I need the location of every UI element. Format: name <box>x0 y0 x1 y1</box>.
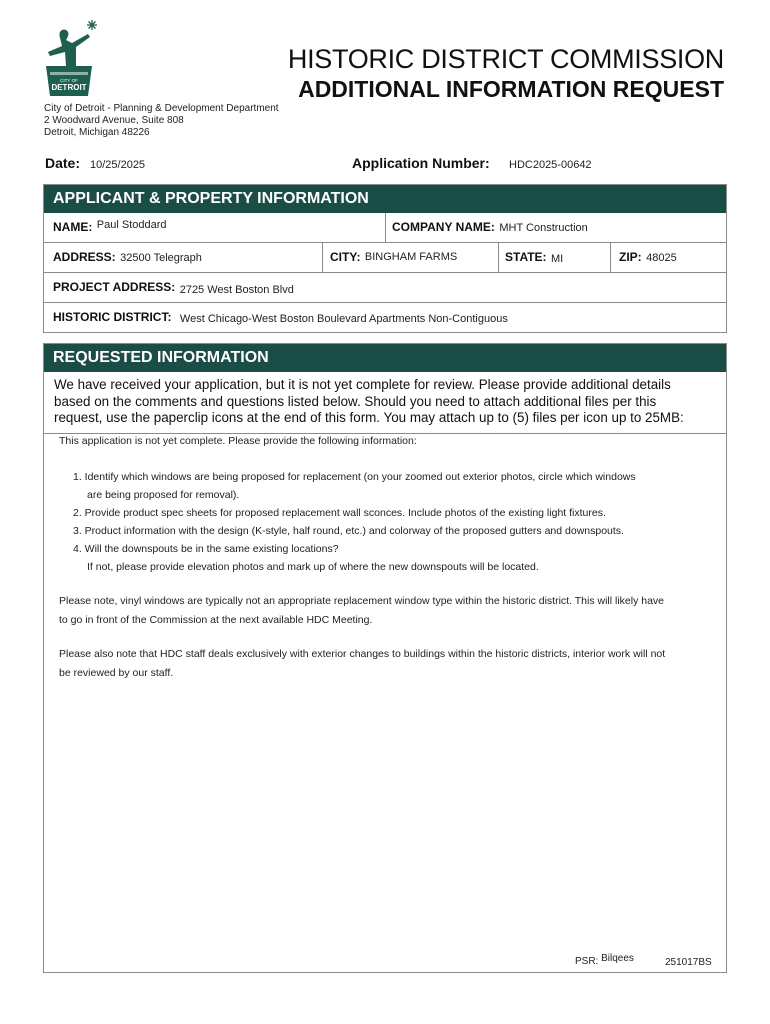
request-lead: This application is not yet complete. Please provide the following information: <box>59 434 417 447</box>
page-subtitle: ADDITIONAL INFORMATION REQUEST <box>298 76 724 102</box>
intro-line: We have received your application, but it is not yet complete for review. Please provide additional details <box>54 377 671 392</box>
historic-district-label: HISTORIC DISTRICT: <box>53 310 172 324</box>
name-label: NAME: <box>53 220 93 234</box>
date-label: Date: <box>45 155 81 171</box>
address-row <box>44 242 726 272</box>
request-item: 1. Identify which windows are being proposed for replacement (on your zoomed out exterior photos, circle which windows <box>73 470 636 483</box>
note-line: to go in front of the Commission at the next available HDC Meeting. <box>59 613 373 626</box>
project-address-field[interactable]: 2725 West Boston Blvd <box>179 284 294 296</box>
address-line: 2 Woodward Avenue, Suite 808 <box>44 115 184 126</box>
request-item: If not, please provide elevation photos and mark up of where the new downspouts will be located. <box>87 560 539 573</box>
request-item: 3. Product information with the design (K-style, half round, etc.) and colorway of the proposed gutters and downspouts. <box>73 524 624 537</box>
date-field[interactable]: 10/25/2025 <box>90 159 146 171</box>
intro-line: based on the comments and questions listed below. Should you need to attach additional files per this <box>54 393 657 409</box>
city-label: CITY: <box>330 250 361 264</box>
applicant-section-heading: APPLICANT & PROPERTY INFORMATION <box>44 185 726 213</box>
psr-signature <box>575 953 634 971</box>
request-item: 4. Will the downspouts be in the same existing locations? <box>73 542 339 555</box>
city-of-detroit-logo <box>36 16 102 100</box>
form-code: 251017BS <box>665 956 712 968</box>
project-address-row <box>44 272 726 302</box>
page-title: HISTORIC DISTRICT COMMISSION <box>287 44 724 74</box>
requested-information-section <box>43 343 727 973</box>
logo-name-text: DETROIT <box>51 83 87 92</box>
zip-field[interactable]: 48025 <box>646 252 677 264</box>
department-address <box>44 103 279 139</box>
name-field[interactable]: Paul Stoddard <box>96 219 167 231</box>
psr-label: PSR: <box>575 955 599 967</box>
company-name-label: COMPANY NAME: <box>392 220 495 234</box>
state-field[interactable]: MI <box>551 253 564 265</box>
address-line: City of Detroit - Planning & Development Department <box>44 103 279 114</box>
city-field[interactable]: BINGHAM FARMS <box>364 251 458 263</box>
application-number-label: Application Number: <box>352 155 490 171</box>
request-item: 2. Provide product spec sheets for proposed replacement wall sconces. Include photos of the existing light fixtures. <box>73 506 606 519</box>
historic-district-row <box>44 302 726 332</box>
project-address-label: PROJECT ADDRESS: <box>53 280 176 294</box>
historic-district-field[interactable]: West Chicago-West Boston Boulevard Apartments Non-Contiguous <box>179 313 508 325</box>
address-label: ADDRESS: <box>53 250 116 264</box>
zip-label: ZIP: <box>619 250 642 264</box>
note-line: Please also note that HDC staff deals exclusively with exterior changes to buildings within the historic districts, interior work will not <box>59 647 666 660</box>
application-number-field[interactable]: HDC2025-00642 <box>509 159 592 171</box>
note-line: be reviewed by our staff. <box>59 666 174 679</box>
logo-city-text: CITY OF <box>60 78 78 83</box>
state-label: STATE: <box>505 250 547 264</box>
psr-value: Bilqees <box>601 952 634 964</box>
requested-details-textarea[interactable] <box>44 433 726 972</box>
address-field[interactable]: 32500 Telegraph <box>120 252 202 264</box>
note-line: Please note, vinyl windows are typically not an appropriate replacement window type within the historic district. This will likely have <box>59 594 665 607</box>
company-name-field[interactable]: MHT Construction <box>499 222 588 234</box>
name-row <box>44 213 726 242</box>
requested-intro <box>44 372 726 433</box>
intro-line: request, use the paperclip icons at the end of this form. You may attach up to (5) files per icon up to 25MB: <box>54 410 684 425</box>
address-line: Detroit, Michigan 48226 <box>44 127 150 138</box>
request-item: are being proposed for removal). <box>87 488 240 501</box>
applicant-property-section <box>43 184 727 333</box>
requested-section-heading: REQUESTED INFORMATION <box>44 344 726 372</box>
